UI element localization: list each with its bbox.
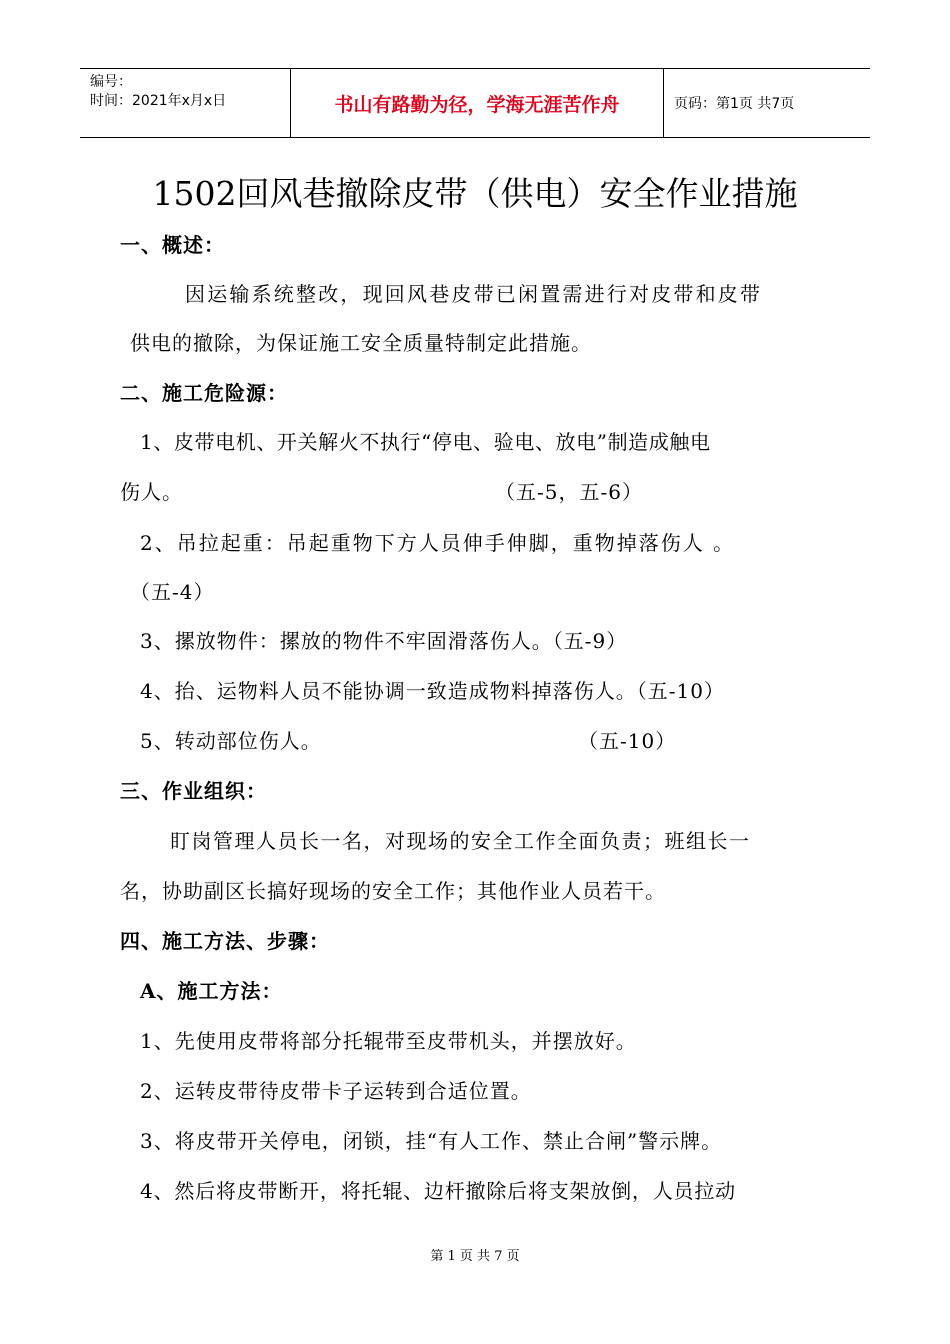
list-item: 伤人。 [120,480,183,504]
document-title: 1502回风巷撤除皮带（供电）安全作业措施 [152,174,798,213]
paragraph-line: 因运输系统整改，现回风巷皮带已闲置需进行对皮带和皮带 [185,282,763,306]
header-motto: 书山有路勤为径，学海无涯苦作舟 [291,69,664,137]
list-item: 2、吊拉起重：吊起重物下方人员伸手伸脚，重物掉落伤人 。 [140,531,736,555]
paragraph-line: 名，协助副区长搞好现场的安全工作；其他作业人员若干。 [120,879,666,903]
list-item: 2、运转皮带待皮带卡子运转到合适位置。 [140,1079,532,1103]
list-item: 3、将皮带开关停电，闭锁，挂“有人工作、禁止合闸”警示牌。 [140,1129,723,1153]
hazard-code: （五-10） [578,729,677,753]
subsection-heading: A、施工方法： [140,979,283,1003]
number-label: 编号： [90,74,132,90]
paragraph-line: 盯岗管理人员长一名，对现场的安全工作全面负责；班组长一 [170,829,751,853]
date-label: 时间：2021年x月x日 [90,93,227,109]
header-page-info: 页码：第1页 共7页 [674,96,795,112]
section-heading-organization: 三、作业组织： [120,779,267,803]
list-item: 5、转动部位伤人。 [140,729,322,753]
header-meta [80,69,291,137]
section-heading-method: 四、施工方法、步骤： [120,929,330,953]
list-item: 1、先使用皮带将部分托辊带至皮带机头，并摆放好。 [140,1029,637,1053]
list-item: 4、然后将皮带断开，将托辊、边杆撤除后将支架放倒，人员拉动 [140,1179,736,1203]
list-item: 1、皮带电机、开关解火不执行“停电、验电、放电”制造成触电 [140,430,711,454]
section-heading-hazards: 二、施工危险源： [120,381,288,405]
hazard-code: （五-4） [130,580,215,604]
paragraph-line: 供电的撤除，为保证施工安全质量特制定此措施。 [130,331,592,355]
list-item: 3、摞放物件：摞放的物件不牢固滑落伤人。（五-9） [140,629,628,653]
list-item: 4、抬、运物料人员不能协调一致造成物料掉落伤人。（五-10） [140,679,725,703]
document-header [80,68,870,138]
hazard-code: （五-5，五-6） [495,480,643,504]
page-footer: 第 1 页 共 7 页 [430,1249,520,1264]
section-heading-overview: 一、概述： [120,233,225,257]
